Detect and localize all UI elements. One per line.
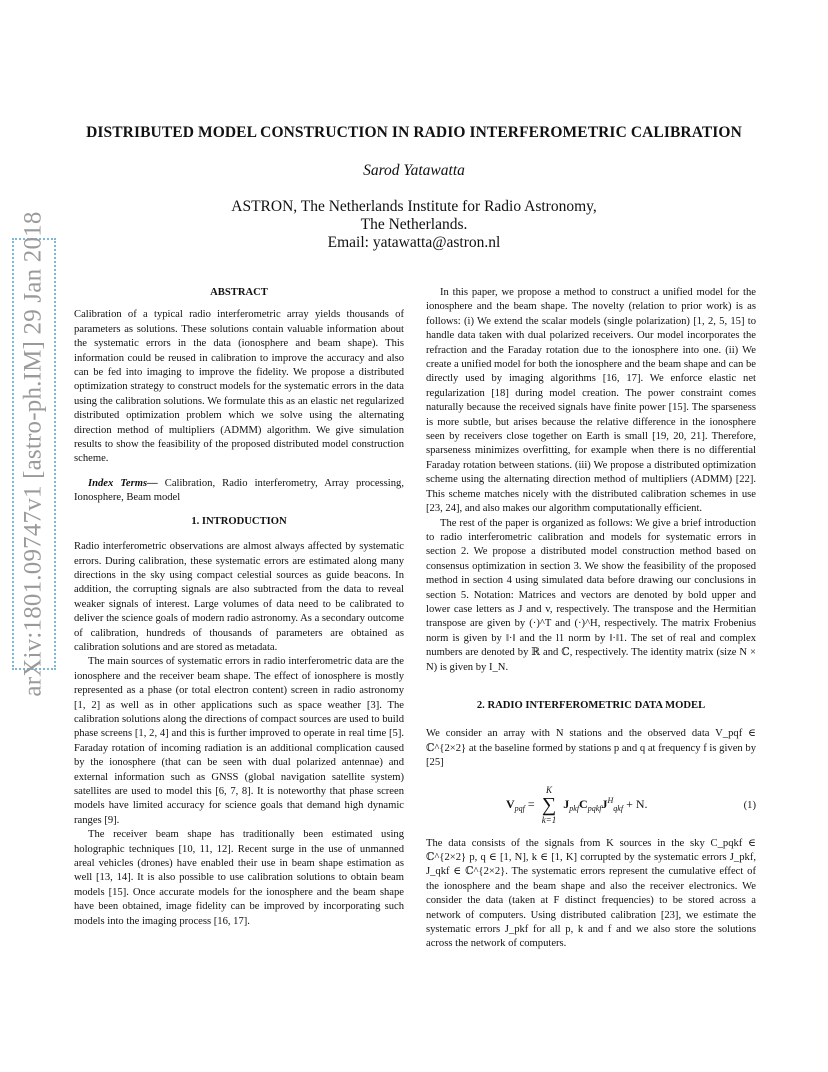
eq-lhs-sub: pqf <box>514 803 525 813</box>
abstract-heading: ABSTRACT <box>210 287 268 298</box>
section-1-heading: 1. INTRODUCTION <box>191 515 287 527</box>
eq-term-j2: J <box>601 796 608 811</box>
right-column <box>426 286 756 952</box>
sum-lower-limit: k=1 <box>541 814 557 825</box>
index-terms-text: Calibration, Radio interferometry, Array processing, Ionosphere, Beam model <box>74 477 404 504</box>
affiliation-line-1: ASTRON, The Netherlands Institute for Radio Astronomy, <box>231 198 597 215</box>
paper-title: DISTRIBUTED MODEL CONSTRUCTION IN RADIO INTERFEROMETRIC CALIBRATION <box>86 124 742 141</box>
arxiv-side-stamp <box>12 211 56 697</box>
intro-paragraph-5: The rest of the paper is organized as follows: We give a brief introduction to radio interferometric calibration and models for systematic errors in section 2. We propose a distributed model construction method based on consensus optimization in section 3. We show the feasibility of the proposed method in section 4 using simulated data before drawing our conclusions in section 5. Notation: Matrices and vectors are denoted by bold upper and lower case letters as J and v, respectively. The transpose and the Hermitian transpose are given by (·)^T and (·)^H, respectively. The matrix Frobenius norm is given by ‖·‖ and the l1 norm by ‖·‖1. The set of real and complex numbers are denoted by ℝ and ℂ, respectively. The identity matrix (size N × N) is given by I_N. <box>426 517 756 673</box>
arxiv-identifier: arXiv:1801.09747v1 [astro-ph.IM] 29 Jan 2018 <box>20 211 47 697</box>
equation-1 <box>426 781 756 829</box>
intro-paragraph-1: Radio interferometric observations are almost always affected by systematic errors. During calibration, these systematic errors are estimated along many directions in the sky using compact celestial sources as guide beacons. In addition, the corrupting signals are also subtracted from the data to reveal weaker signals of interest. Large volumes of data need to be calibrated to deliver the science goals of modern radio astronomy. As a secondary outcome of calibration, hundreds of thousands of parameters are obtained as calibration solutions and are stored as metadata. <box>74 541 404 653</box>
equation-number: (1) <box>743 799 756 811</box>
summation-symbol: K ∑ k=1 <box>541 784 557 825</box>
equation-body: $V_{pqf} = K$ ∑ k=1 $J_{pkf}C_{pqkf}J^H_{qkf} + N$. <box>506 784 648 825</box>
eq-term-j2-sup: H <box>607 795 614 805</box>
section-2-heading: 2. RADIO INTERFEROMETRIC DATA MODEL <box>476 699 706 711</box>
data-model-paragraph-1: We consider an array with N stations and the observed data V_pqf ∈ ℂ^{2×2} at the baseline formed by stations p and q at frequency f is given by [25] <box>426 728 756 769</box>
sum-upper-limit: K <box>545 784 552 795</box>
intro-paragraph-3: The receiver beam shape has traditionally been estimated using holographic techniques [10, 11, 12]. Recent surge in the use of unmanned areal vehicles (drones) have enabled their use in beam shape estimation as well [13, 14]. It is also possible to use calibration solutions to obtain beam models [15]. Once accurate models for the ionosphere and the beam shape have been obtained, image fidelity can be improved by incorporating such models into the imaging process [16, 17]. <box>74 829 404 927</box>
eq-term-j1-sub: pkf <box>569 803 580 813</box>
eq-term-c: C <box>579 796 588 811</box>
intro-paragraph-4: In this paper, we propose a method to construct a unified model for the ionosphere and the beam shape. The novelty (relation to prior work) is as follows: (i) We extend the scalar models (single polarization) [1, 2, 5, 15] to handle data taken with dual polarized receivers. Our model incorporates the refraction and the Faraday rotation due to the ionosphere into one. (ii) We create a unified model for both the ionosphere and the beam shape and can be directly used by imaging algorithms [16, 17]. We enforce elastic net regularization [18] during model creation. The power constraint comes naturally because the received signals have finite power [15]. The sparseness is more subtle, but arises because the relative difference in the ionosphere seen by receivers close together on Earth is small [19, 20, 21]. Therefore, sparseness minimizes overfitting, for example when there is no differential Faraday rotation between stations. (iii) We propose a distributed optimization scheme using the alternating direction method of multipliers (ADMM) [22]. This scheme matches nicely with the distributed calibration schemes in use [23, 24], and also makes our algorithm computationally efficient. <box>426 287 756 515</box>
eq-term-c-sub: pqkf <box>587 803 602 813</box>
index-terms <box>74 477 404 506</box>
eq-term-j2-sub: qkf <box>613 803 624 813</box>
index-terms-label: Index Terms— <box>88 477 158 489</box>
data-model-paragraph-2: The data consists of the signals from K sources in the sky C_pqkf ∈ ℂ^{2×2} p, q ∈ [1, N], k ∈ [1, K] corrupted by the systematic errors J_pkf, J_qkf ∈ ℂ^{2×2}. The systematic errors represent the cumulative effect of the ionosphere and the beam shape and also the receiver electronics. We consider the data (taken at F distinct frequencies) to be stored across a network of computers. Using distributed calibration [23], we estimate the systematic errors J_pkf for all p, k and f and we also store the solutions across the network of computers. <box>426 837 756 950</box>
affiliation-block <box>60 198 768 252</box>
affiliation-line-2: The Netherlands. <box>360 216 468 233</box>
eq-lhs: V <box>506 796 515 811</box>
eq-term-j1: J <box>563 796 570 811</box>
eq-noise-term: + N. <box>623 796 648 811</box>
intro-paragraph-2: The main sources of systematic errors in radio interferometric data are the ionosphere and the receiver beam shape. The effect of ionosphere is mostly represented as a phase (or total electron content) screen in radio astronomy [1, 2] as well as in other applications such as space weather [3]. The calibration solutions along the directions of compact sources are used to build phase screens [1, 2, 4] and this is further improved to operate in real time [5]. Faraday rotation of incoming radiation is an additional complication caused by the ionosphere (that can be seen with dual polarized antennae) and external information such as GNSS (global navigation satellite system) satellites are used to model this [6, 7, 8]. It is noteworthy that phase screen models have limited accuracy for science goals that demand high dynamic ranges [9]. <box>74 656 404 826</box>
author-name: Sarod Yatawatta <box>363 162 465 179</box>
abstract-text: Calibration of a typical radio interferometric array yields thousands of parameters as solutions. These solutions contain valuable information about the systematic errors in the data (ionosphere and beam shape). This information could be reused in calibration to improve the accuracy and also can be fed into imaging to improve the fidelity. We propose a distributed optimization strategy to construct models for the systematic errors in the data using the calibration solutions. We formulate this as an elastic net regularized distributed optimization problem which we solve using the alternating direction method of multipliers (ADMM) algorithm. We give simulation results to show the feasibility of the proposed distributed model construction scheme. <box>74 309 404 465</box>
left-column <box>74 286 404 929</box>
author-email: Email: yatawatta@astron.nl <box>327 234 501 251</box>
